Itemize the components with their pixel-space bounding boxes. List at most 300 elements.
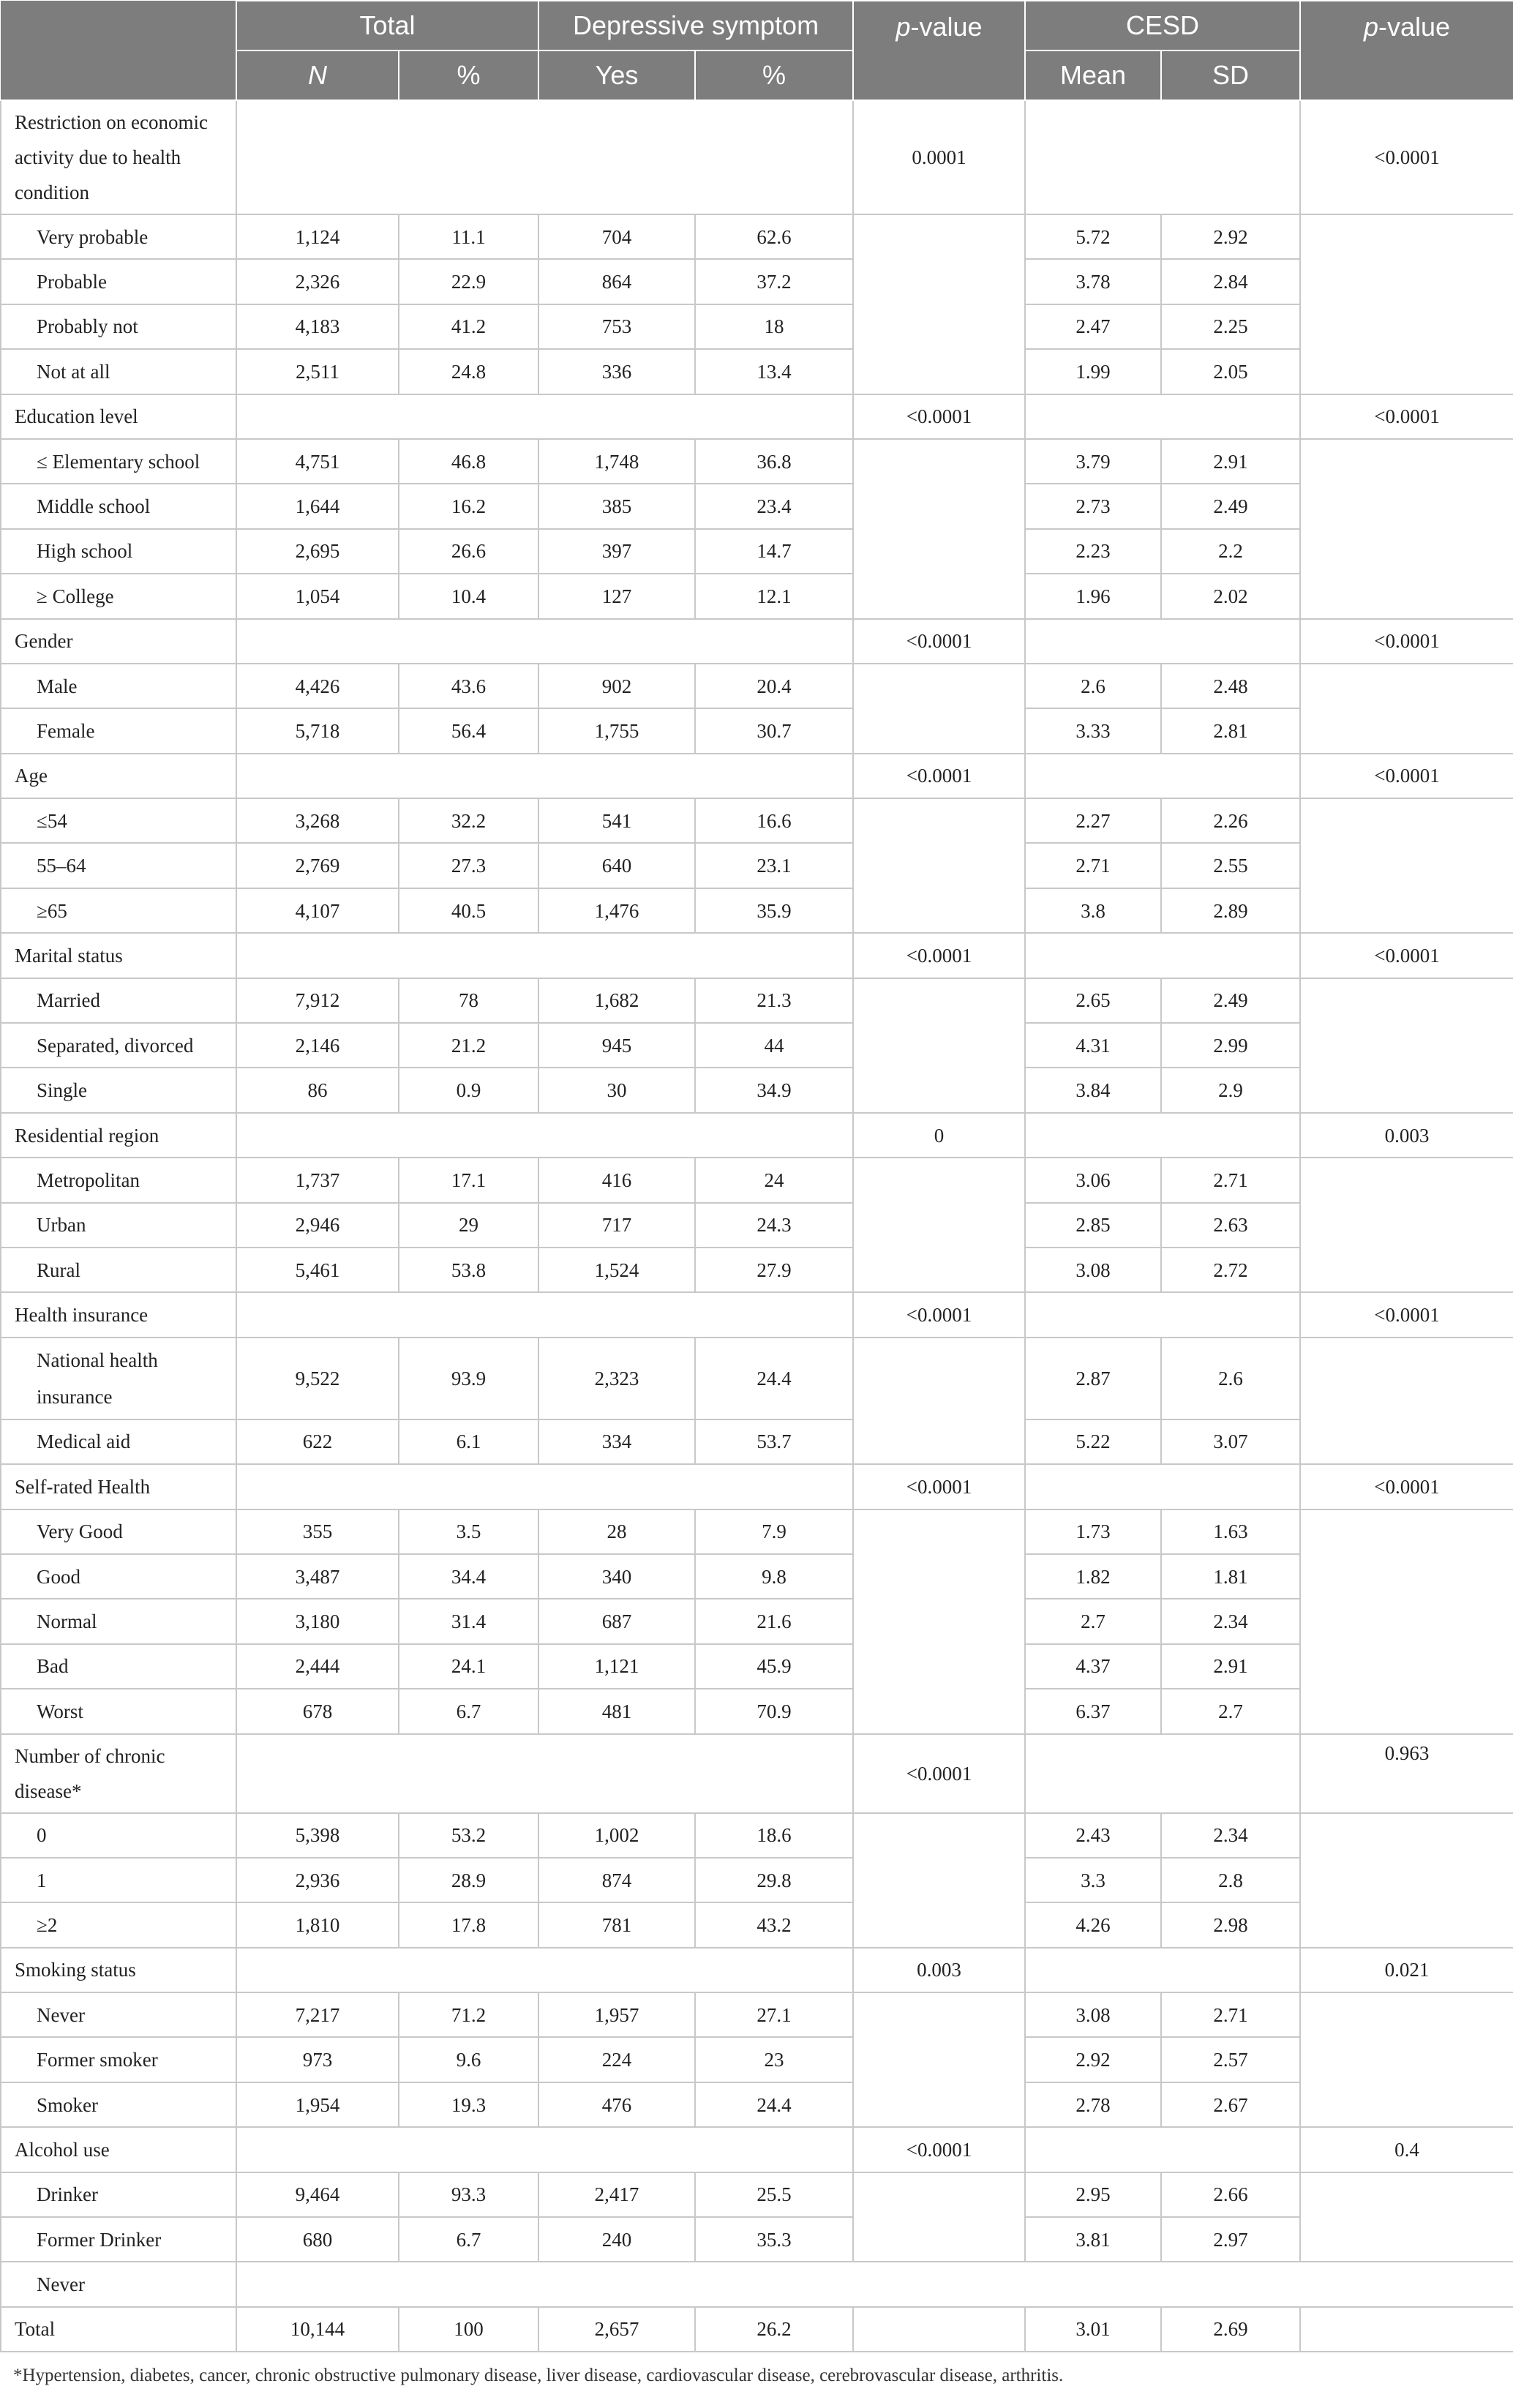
- cell-yes-percent: 12.1: [695, 574, 853, 618]
- row-label: Former Drinker: [1, 2217, 236, 2262]
- cell-percent: 41.2: [399, 304, 538, 349]
- total-label: Total: [1, 2307, 236, 2352]
- cell-sd: 2.02: [1161, 574, 1300, 618]
- merged-p-cell: [853, 1813, 1025, 1948]
- cell-n: 2,146: [236, 1023, 399, 1068]
- cell-sd: 3.07: [1161, 1419, 1300, 1464]
- section-label: Marital status: [1, 933, 236, 978]
- section-p-value-cesd: 0.003: [1300, 1113, 1513, 1158]
- blank-p-cell: [1300, 2307, 1513, 2352]
- table-row: [1, 664, 1513, 708]
- cell-yes-percent: 29.8: [695, 1858, 853, 1902]
- section-blank-cell: [236, 1734, 853, 1813]
- p-value-suffix: -value: [910, 12, 983, 42]
- row-label: Former smoker: [1, 2037, 236, 2082]
- table-row: [1, 1248, 1513, 1292]
- section-p-value-cesd: <0.0001: [1300, 1464, 1513, 1509]
- cell-yes-percent: 35.3: [695, 2217, 853, 2262]
- cell-n: 9,522: [236, 1338, 399, 1419]
- cell-n: 1,644: [236, 484, 399, 528]
- row-label: Very Good: [1, 1509, 236, 1554]
- cell-percent: 6.7: [399, 1689, 538, 1733]
- cell-yes: 481: [538, 1689, 695, 1733]
- section-header-row: [1, 933, 1513, 978]
- section-blank-cell: [1025, 1948, 1300, 1992]
- cell-yes: 687: [538, 1599, 695, 1643]
- section-blank-cell: [1025, 933, 1300, 978]
- merged-p-cell: [1300, 2172, 1513, 2262]
- cell-percent: 46.8: [399, 439, 538, 484]
- section-p-value-depressive: 0.0001: [853, 100, 1025, 214]
- cell-n: 7,912: [236, 978, 399, 1023]
- section-header-row: [1, 2127, 1513, 2172]
- section-header-row: [1, 1113, 1513, 1158]
- table-row: [1, 843, 1513, 888]
- cell-yes: 902: [538, 664, 695, 708]
- cell-n: 2,695: [236, 529, 399, 574]
- cell-n: 2,326: [236, 259, 399, 304]
- cell-n: 4,183: [236, 304, 399, 349]
- cell-yes-percent: 34.9: [695, 1068, 853, 1112]
- header-yes-percent: %: [695, 50, 853, 100]
- cell-yes: 1,748: [538, 439, 695, 484]
- footnote: *Hypertension, diabetes, cancer, chronic obstructive pulmonary disease, liver disease, cardiovascular disease, cerebrovascular disease, arthritis.: [13, 2366, 1064, 2385]
- cell-yes-percent: 62.6: [695, 214, 853, 259]
- table-row: [1, 1992, 1513, 2037]
- header-mean: Mean: [1025, 50, 1161, 100]
- cell-mean: 4.26: [1025, 1902, 1161, 1947]
- p-letter: p: [896, 12, 911, 42]
- cell-yes: 640: [538, 843, 695, 888]
- cell-yes-percent: 53.7: [695, 1419, 853, 1464]
- section-blank-cell: [236, 1948, 853, 1992]
- cell-n: 2,936: [236, 1858, 399, 1902]
- cell-percent: 53.2: [399, 1813, 538, 1858]
- section-blank-cell: [236, 1464, 853, 1509]
- section-label: Residential region: [1, 1113, 236, 1158]
- table-row: [1, 1599, 1513, 1643]
- cell-mean: 3.3: [1025, 1858, 1161, 1902]
- section-label: Self-rated Health: [1, 1464, 236, 1509]
- row-label: Never: [1, 1992, 236, 2037]
- cell-percent: 34.4: [399, 1554, 538, 1599]
- row-label: Very probable: [1, 214, 236, 259]
- cell-n: 5,398: [236, 1813, 399, 1858]
- section-p-value-cesd: <0.0001: [1300, 754, 1513, 798]
- cell-percent: 71.2: [399, 1992, 538, 2037]
- cell-mean: 2.85: [1025, 1203, 1161, 1248]
- row-label: 0: [1, 1813, 236, 1858]
- section-blank-cell: [236, 1292, 853, 1337]
- section-label: Number of chronic disease*: [1, 1734, 236, 1813]
- cell-yes: 1,121: [538, 1644, 695, 1689]
- cell-mean: 5.72: [1025, 214, 1161, 259]
- table-row: [1, 708, 1513, 753]
- cell-yes-percent: 21.6: [695, 1599, 853, 1643]
- section-blank-cell: [1025, 100, 1300, 214]
- header-p-value-2: [1300, 1, 1513, 100]
- table-body: [1, 100, 1513, 2352]
- header-p-value-1: [853, 1, 1025, 100]
- header-depressive-symptom: Depressive symptom: [538, 1, 853, 50]
- table-row: [1, 1902, 1513, 1947]
- cell-yes: 753: [538, 304, 695, 349]
- cell-mean: 4.31: [1025, 1023, 1161, 1068]
- merged-p-cell: [1300, 664, 1513, 754]
- section-p-value-depressive: <0.0001: [853, 1734, 1025, 1813]
- cell-sd: 2.99: [1161, 1023, 1300, 1068]
- cell-n: 5,461: [236, 1248, 399, 1292]
- section-p-value-cesd: <0.0001: [1300, 100, 1513, 214]
- merged-p-cell: [853, 1338, 1025, 1464]
- cell-percent: 6.1: [399, 1419, 538, 1464]
- cell-n: 678: [236, 1689, 399, 1733]
- cell-yes-percent: 30.7: [695, 708, 853, 753]
- header-blank-cell: [1, 1, 236, 100]
- cell-yes-percent: 25.5: [695, 2172, 853, 2217]
- cell-sd: 2.84: [1161, 259, 1300, 304]
- cell-yes-percent: 9.8: [695, 1554, 853, 1599]
- cell-mean: 2.43: [1025, 1813, 1161, 1858]
- cell-n: 973: [236, 2037, 399, 2082]
- cell-percent: 3.5: [399, 1509, 538, 1554]
- section-blank-cell: [1025, 1113, 1300, 1158]
- cell-yes-percent: 14.7: [695, 529, 853, 574]
- cell-sd: 2.48: [1161, 664, 1300, 708]
- cell-sd: 2.6: [1161, 1338, 1300, 1419]
- cell-yes: 1,524: [538, 1248, 695, 1292]
- row-label: Medical aid: [1, 1419, 236, 1464]
- cell-mean: 3.06: [1025, 1158, 1161, 1202]
- merged-p-cell: [853, 439, 1025, 619]
- row-label: Probable: [1, 259, 236, 304]
- cell-sd: 2.97: [1161, 2217, 1300, 2262]
- cell-yes: 334: [538, 1419, 695, 1464]
- cell-sd: 1.63: [1161, 1509, 1300, 1554]
- section-header-row: [1, 754, 1513, 798]
- cell-mean: 2.92: [1025, 2037, 1161, 2082]
- table-row: [1, 1068, 1513, 1112]
- cell-sd: 2.81: [1161, 708, 1300, 753]
- cell-mean: 2.71: [1025, 843, 1161, 888]
- row-label: Urban: [1, 1203, 236, 1248]
- section-header-row: [1, 1948, 1513, 1992]
- merged-p-cell: [1300, 1992, 1513, 2127]
- cell-percent: 43.6: [399, 664, 538, 708]
- section-blank-cell: [236, 1113, 853, 1158]
- cell-sd: 2.2: [1161, 529, 1300, 574]
- cell-yes-percent: 45.9: [695, 1644, 853, 1689]
- cell-yes: 1,957: [538, 1992, 695, 2037]
- merged-p-cell: [853, 978, 1025, 1113]
- cell-mean: 2.87: [1025, 1338, 1161, 1419]
- cell-mean: 2.95: [1025, 2172, 1161, 2217]
- table-row: [1, 574, 1513, 618]
- cell-yes: 416: [538, 1158, 695, 1202]
- section-blank-cell: [1025, 619, 1300, 664]
- cell-yes: 1,682: [538, 978, 695, 1023]
- section-label: Education level: [1, 394, 236, 439]
- section-blank-cell: [1025, 1292, 1300, 1337]
- table-row: [1, 2217, 1513, 2262]
- cell-n: 3,487: [236, 1554, 399, 1599]
- cell-sd: 2.67: [1161, 2082, 1300, 2127]
- cell-yes: 781: [538, 1902, 695, 1947]
- row-label: 55–64: [1, 843, 236, 888]
- cell-percent: 10.4: [399, 574, 538, 618]
- cell-yes-percent: 21.3: [695, 978, 853, 1023]
- cell-sd: 2.57: [1161, 2037, 1300, 2082]
- section-header-row: [1, 619, 1513, 664]
- table-row: [1, 529, 1513, 574]
- row-label: Middle school: [1, 484, 236, 528]
- cell-n: 9,464: [236, 2172, 399, 2217]
- table-row: [1, 978, 1513, 1023]
- section-label: Restriction on economic activity due to health condition: [1, 100, 236, 214]
- row-label: National health insurance: [1, 1338, 236, 1419]
- cell-sd: 2.49: [1161, 978, 1300, 1023]
- table-row: [1, 1203, 1513, 1248]
- cell-yes: 336: [538, 349, 695, 394]
- cell-percent: 19.3: [399, 2082, 538, 2127]
- section-label: Health insurance: [1, 1292, 236, 1337]
- cell-sd: 2.8: [1161, 1858, 1300, 1902]
- cell-sd: 2.34: [1161, 1813, 1300, 1858]
- cell-yes-percent: 23.1: [695, 843, 853, 888]
- section-blank-cell: [236, 100, 853, 214]
- cell-sd: 2.55: [1161, 843, 1300, 888]
- section-p-value-depressive: 0: [853, 1113, 1025, 1158]
- row-label: Smoker: [1, 2082, 236, 2127]
- cell-yes-percent: 35.9: [695, 888, 853, 933]
- cell-n: 622: [236, 1419, 399, 1464]
- table-row: [1, 2262, 1513, 2306]
- section-label: Age: [1, 754, 236, 798]
- row-label: ≥ College: [1, 574, 236, 618]
- cell-percent: 93.9: [399, 1338, 538, 1419]
- cell-percent: 32.2: [399, 798, 538, 843]
- cell-percent: 16.2: [399, 484, 538, 528]
- section-blank-cell: [236, 619, 853, 664]
- cell-n: 10,144: [236, 2307, 399, 2352]
- table-row: [1, 1858, 1513, 1902]
- cell-mean: 1.99: [1025, 349, 1161, 394]
- table-row: [1, 1689, 1513, 1733]
- cell-percent: 40.5: [399, 888, 538, 933]
- cell-n: 1,954: [236, 2082, 399, 2127]
- cell-sd: 2.98: [1161, 1902, 1300, 1947]
- merged-p-cell: [853, 2172, 1025, 2262]
- cell-mean: 1.82: [1025, 1554, 1161, 1599]
- table-row: [1, 888, 1513, 933]
- section-p-value-cesd: 0.4: [1300, 2127, 1513, 2172]
- cell-n: 1,124: [236, 214, 399, 259]
- cell-yes: 1,476: [538, 888, 695, 933]
- cell-n: 2,444: [236, 1644, 399, 1689]
- cell-yes: 127: [538, 574, 695, 618]
- section-header-row: [1, 1292, 1513, 1337]
- row-label: Worst: [1, 1689, 236, 1733]
- cell-yes: 874: [538, 1858, 695, 1902]
- section-p-value-depressive: <0.0001: [853, 1464, 1025, 1509]
- cell-percent: 56.4: [399, 708, 538, 753]
- cell-sd: 2.25: [1161, 304, 1300, 349]
- cell-n: 2,946: [236, 1203, 399, 1248]
- row-label: Female: [1, 708, 236, 753]
- row-blank-cell: [236, 2262, 1513, 2306]
- row-label: High school: [1, 529, 236, 574]
- cell-mean: 4.37: [1025, 1644, 1161, 1689]
- cell-mean: 3.84: [1025, 1068, 1161, 1112]
- cell-n: 3,268: [236, 798, 399, 843]
- table-row: [1, 439, 1513, 484]
- header-yes: Yes: [538, 50, 695, 100]
- cell-sd: 2.72: [1161, 1248, 1300, 1292]
- merged-p-cell: [1300, 1509, 1513, 1734]
- cell-n: 4,426: [236, 664, 399, 708]
- cell-sd: 2.34: [1161, 1599, 1300, 1643]
- cell-n: 1,810: [236, 1902, 399, 1947]
- cell-sd: 2.71: [1161, 1992, 1300, 2037]
- blank-p-cell: [853, 2307, 1025, 2352]
- cell-percent: 24.8: [399, 349, 538, 394]
- section-p-value-depressive: <0.0001: [853, 1292, 1025, 1337]
- cell-n: 4,107: [236, 888, 399, 933]
- row-label: 1: [1, 1858, 236, 1902]
- p-letter: p: [1363, 12, 1378, 42]
- cell-sd: 2.92: [1161, 214, 1300, 259]
- cell-yes: 224: [538, 2037, 695, 2082]
- header-total: Total: [236, 1, 538, 50]
- table-row: [1, 214, 1513, 259]
- cell-sd: 2.9: [1161, 1068, 1300, 1112]
- cell-mean: 2.73: [1025, 484, 1161, 528]
- merged-p-cell: [853, 798, 1025, 933]
- cell-yes-percent: 16.6: [695, 798, 853, 843]
- section-p-value-depressive: 0.003: [853, 1948, 1025, 1992]
- cell-mean: 2.23: [1025, 529, 1161, 574]
- cell-percent: 24.1: [399, 1644, 538, 1689]
- cell-percent: 29: [399, 1203, 538, 1248]
- section-p-value-cesd: <0.0001: [1300, 394, 1513, 439]
- cell-n: 4,751: [236, 439, 399, 484]
- cell-percent: 28.9: [399, 1858, 538, 1902]
- row-label: Good: [1, 1554, 236, 1599]
- cell-n: 2,511: [236, 349, 399, 394]
- cell-mean: 2.27: [1025, 798, 1161, 843]
- cell-yes-percent: 27.9: [695, 1248, 853, 1292]
- total-row: [1, 2307, 1513, 2352]
- cell-mean: 2.78: [1025, 2082, 1161, 2127]
- cell-yes-percent: 23: [695, 2037, 853, 2082]
- cell-n: 1,054: [236, 574, 399, 618]
- cell-n: 2,769: [236, 843, 399, 888]
- row-label: ≤ Elementary school: [1, 439, 236, 484]
- cell-n: 3,180: [236, 1599, 399, 1643]
- section-blank-cell: [1025, 1464, 1300, 1509]
- cell-yes: 2,657: [538, 2307, 695, 2352]
- cell-mean: 3.78: [1025, 259, 1161, 304]
- row-label: Probably not: [1, 304, 236, 349]
- cell-percent: 6.7: [399, 2217, 538, 2262]
- cell-yes-percent: 24: [695, 1158, 853, 1202]
- section-label: Smoking status: [1, 1948, 236, 1992]
- row-label: Metropolitan: [1, 1158, 236, 1202]
- cell-yes: 945: [538, 1023, 695, 1068]
- section-blank-cell: [236, 394, 853, 439]
- table-row: [1, 1509, 1513, 1554]
- cell-mean: 6.37: [1025, 1689, 1161, 1733]
- section-p-value-cesd: <0.0001: [1300, 619, 1513, 664]
- row-label: Bad: [1, 1644, 236, 1689]
- cell-mean: 3.08: [1025, 1992, 1161, 2037]
- merged-p-cell: [1300, 439, 1513, 619]
- cell-yes-percent: 44: [695, 1023, 853, 1068]
- section-blank-cell: [1025, 394, 1300, 439]
- cell-sd: 2.66: [1161, 2172, 1300, 2217]
- cell-n: 680: [236, 2217, 399, 2262]
- table-row: [1, 2172, 1513, 2217]
- cell-percent: 17.8: [399, 1902, 538, 1947]
- section-blank-cell: [236, 754, 853, 798]
- cell-mean: 3.79: [1025, 439, 1161, 484]
- cell-yes-percent: 18.6: [695, 1813, 853, 1858]
- cell-yes-percent: 24.4: [695, 1338, 853, 1419]
- section-p-value-depressive: <0.0001: [853, 619, 1025, 664]
- cell-yes: 240: [538, 2217, 695, 2262]
- section-p-value-cesd: 0.021: [1300, 1948, 1513, 1992]
- cell-percent: 27.3: [399, 843, 538, 888]
- section-header-row: [1, 394, 1513, 439]
- cell-percent: 93.3: [399, 2172, 538, 2217]
- cell-sd: 2.89: [1161, 888, 1300, 933]
- table-row: [1, 1023, 1513, 1068]
- cell-yes-percent: 18: [695, 304, 853, 349]
- section-p-value-cesd: <0.0001: [1300, 1292, 1513, 1337]
- cell-sd: 1.81: [1161, 1554, 1300, 1599]
- cell-yes: 1,755: [538, 708, 695, 753]
- cell-yes-percent: 26.2: [695, 2307, 853, 2352]
- cell-yes: 1,002: [538, 1813, 695, 1858]
- table-row: [1, 2037, 1513, 2082]
- cell-yes: 397: [538, 529, 695, 574]
- merged-p-cell: [853, 214, 1025, 394]
- cell-mean: 2.6: [1025, 664, 1161, 708]
- cell-yes-percent: 27.1: [695, 1992, 853, 2037]
- row-label: Not at all: [1, 349, 236, 394]
- table-row: [1, 484, 1513, 528]
- table-row: [1, 798, 1513, 843]
- section-p-value-cesd: 0.963: [1300, 1734, 1513, 1813]
- cell-yes-percent: 70.9: [695, 1689, 853, 1733]
- cell-mean: 3.81: [1025, 2217, 1161, 2262]
- cell-yes-percent: 36.8: [695, 439, 853, 484]
- header-n: N: [236, 50, 399, 100]
- row-label: ≥2: [1, 1902, 236, 1947]
- merged-p-cell: [1300, 798, 1513, 933]
- cell-mean: 3.01: [1025, 2307, 1161, 2352]
- cell-yes-percent: 43.2: [695, 1902, 853, 1947]
- cell-yes: 864: [538, 259, 695, 304]
- cell-percent: 78: [399, 978, 538, 1023]
- header-cesd: CESD: [1025, 1, 1300, 50]
- section-p-value-depressive: <0.0001: [853, 2127, 1025, 2172]
- cell-n: 7,217: [236, 1992, 399, 2037]
- table-row: [1, 349, 1513, 394]
- cell-yes: 28: [538, 1509, 695, 1554]
- cell-yes: 340: [538, 1554, 695, 1599]
- table-header: [1, 1, 1513, 100]
